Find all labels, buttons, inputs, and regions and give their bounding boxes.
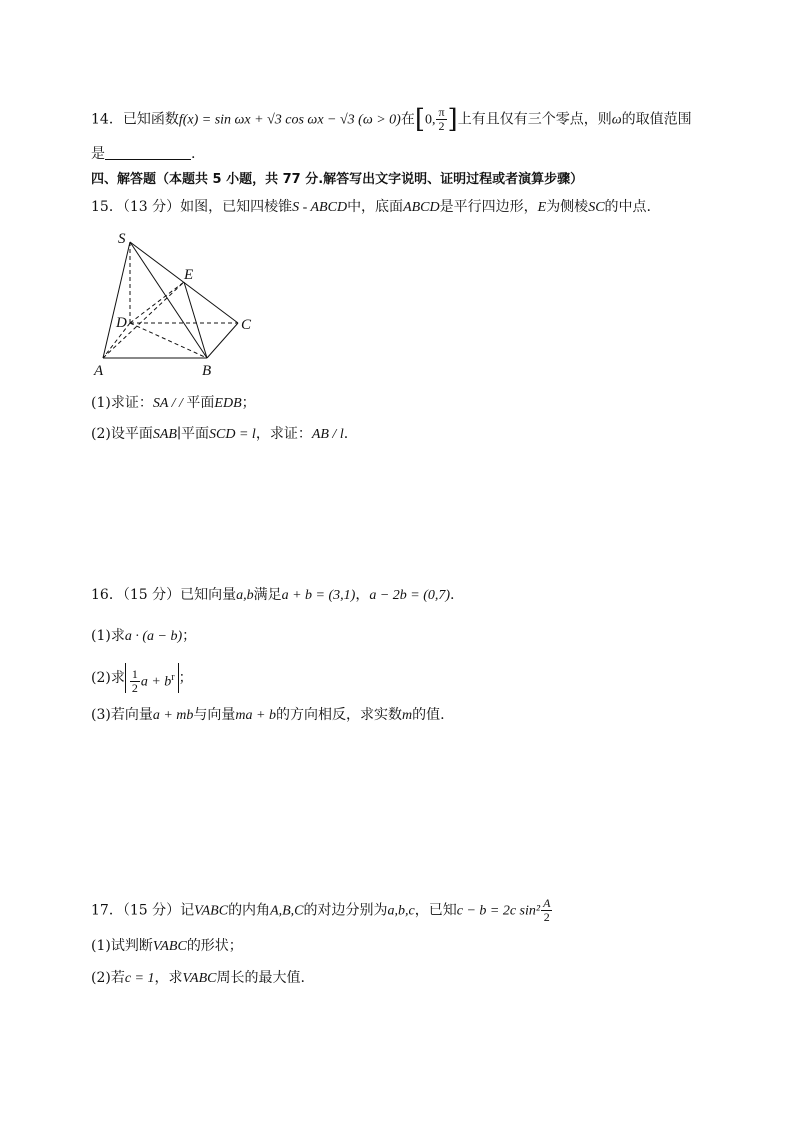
q14-pi-over-2: $\frac{\pi}{2}$: [438, 105, 445, 133]
q15-stem: 15．（13 分）如图，已知四棱锥S - ABCD中，底面ABCD是平行四边形，E为侧棱SC的中点.: [91, 199, 651, 215]
edge-DE: [130, 282, 184, 323]
section-heading: 四、解答题（本题共 5 小题，共 77 分.解答写出文字说明、证明过程或者演算步骤）: [91, 172, 584, 187]
q14-line1: 14．已知函数f(x) = sin ωx + √3 cos ωx − √3 (ω > 0)在[0, $\frac{\pi}{2}$ ]上有且仅有三个零点，则ω的取值范围: [91, 104, 692, 135]
q16-sub1: (1)求a · (a − b)；: [91, 628, 197, 644]
edge-BC: [207, 323, 238, 358]
q15-sub1: (1)求证：SA / / 平面EDB；: [91, 395, 256, 411]
q17-sub2: (2)若c = 1，求VABC周长的最大值.: [91, 970, 305, 986]
label-E: E: [184, 267, 194, 283]
q14-function: f(x) = sin ωx + √3 cos ωx − √3 (ω > 0): [178, 112, 401, 128]
q16-sub2: (2)求 $\frac{1}{2}$ $a + b^r$ ；: [91, 663, 193, 693]
q17-sub1: (1)试判断VABC的形状；: [91, 938, 243, 954]
pyramid-figure: [88, 228, 268, 383]
label-A: A: [94, 363, 104, 379]
answer-blank: [105, 145, 191, 160]
edge-EB: [184, 282, 207, 358]
label-D: D: [116, 315, 127, 331]
label-S: S: [118, 231, 126, 247]
q15-sub2: (2)设平面SAB∣平面SCD = l，求证：AB / l.: [91, 426, 349, 442]
a-over-2: $\frac{A}{2}$: [543, 896, 551, 924]
magnitude-bars: $\frac{1}{2}$ $a + b^r$: [125, 663, 179, 693]
q14-number: 14．: [91, 111, 123, 128]
label-B: B: [202, 363, 212, 379]
q17-stem: 17．（15 分）记VABC的内角A,B,C的对边分别为a,b,c，已知c − b = 2c sin² $\frac{A}{2}$: [91, 896, 551, 924]
label-C: C: [241, 317, 252, 333]
q16-sub3: (3)若向量a + mb与向量ma + b的方向相反，求实数m的值.: [91, 707, 445, 723]
q14-line2: 是 .: [91, 146, 196, 162]
q16-stem: 16．（15 分）已知向量a,b满足a + b = (3,1)，a − 2b = (0,7).: [91, 587, 455, 603]
